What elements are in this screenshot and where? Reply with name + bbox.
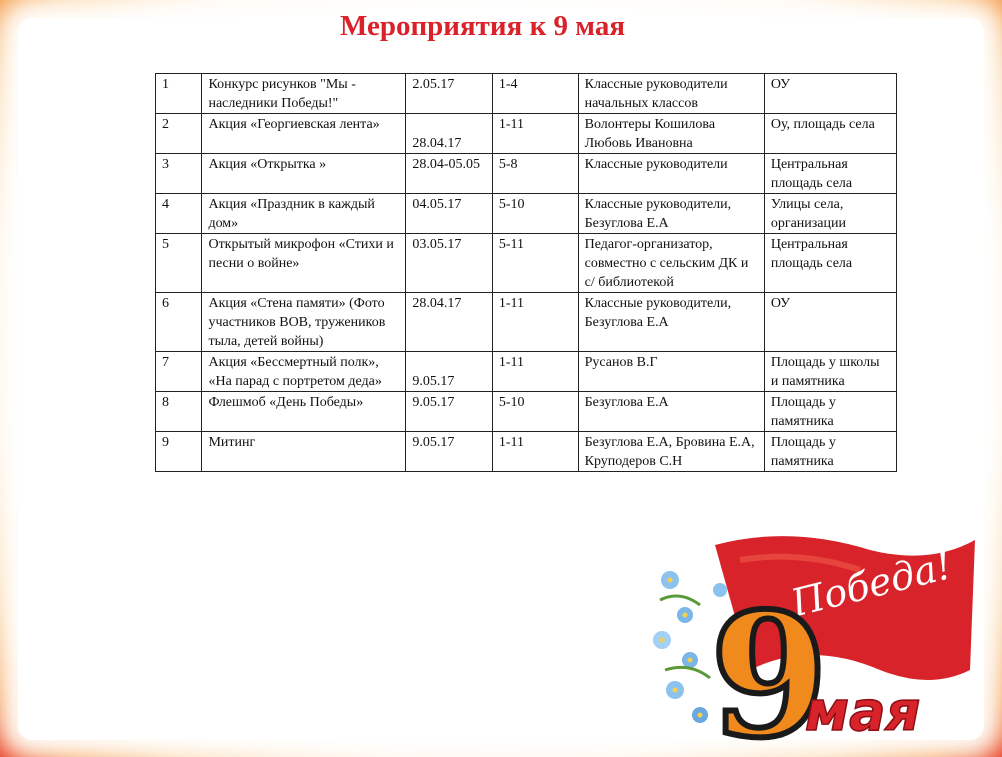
place-cell: ОУ [764,74,896,114]
event-name-cell: Флешмоб «День Победы» [202,392,406,432]
grades-cell: 5-10 [492,194,578,234]
row-number-cell: 2 [156,114,202,154]
table-row [156,194,897,234]
grades-cell: 1-4 [492,74,578,114]
row-number-cell: 6 [156,293,202,352]
page-title: Мероприятия к 9 мая [339,10,626,42]
table-row [156,114,897,154]
place-cell: Площадь у памятника [764,392,896,432]
events-table [155,73,897,472]
row-number-cell: 5 [156,234,202,293]
place-cell: ОУ [764,293,896,352]
grades-cell: 5-8 [492,154,578,194]
responsible-cell: Безуглова Е.А [578,392,764,432]
grades-cell: 1-11 [492,114,578,154]
responsible-cell: Классные руководители [578,154,764,194]
event-date-cell: 2.05.17 [406,74,493,114]
grades-cell: 5-10 [492,392,578,432]
responsible-cell: Безуглова Е.А, Бровина Е.А, Круподеров С.Н [578,432,764,472]
row-number-cell: 9 [156,432,202,472]
event-date-cell: 9.05.17 [406,352,493,392]
victory-day-illustration [640,520,980,750]
place-cell: Центральная площадь села [764,234,896,293]
big-number-nine: 9 [710,576,829,750]
event-name-cell: Акция «Бессмертный полк», «На парад с портретом деда» [202,352,406,392]
event-date-cell: 28.04.17 [406,114,493,154]
row-number-cell: 1 [156,74,202,114]
grades-cell: 1-11 [492,293,578,352]
event-name-cell: Акция «Открытка » [202,154,406,194]
event-name-cell: Открытый микрофон «Стихи и песни о войне» [202,234,406,293]
event-date-cell: 28.04.17 [406,293,493,352]
table-row [156,74,897,114]
event-date-cell: 04.05.17 [406,194,493,234]
event-name-cell: Митинг [202,432,406,472]
grades-cell: 1-11 [492,432,578,472]
responsible-cell: Классные руководители, Безуглова Е.А [578,194,764,234]
responsible-cell: Русанов В.Г [578,352,764,392]
table-row [156,392,897,432]
responsible-cell: Классные руководители, Безуглова Е.А [578,293,764,352]
table-row [156,234,897,293]
event-date-cell: 9.05.17 [406,432,493,472]
event-name-cell: Конкурс рисунков "Мы - наследники Победы!" [202,74,406,114]
row-number-cell: 4 [156,194,202,234]
table-row [156,352,897,392]
place-cell: Площадь у памятника [764,432,896,472]
place-cell: Оу, площадь села [764,114,896,154]
event-name-cell: Акция «Стена памяти» (Фото участников ВОВ, тружеников тыла, детей войны) [202,293,406,352]
event-name-cell: Акция «Георгиевская лента» [202,114,406,154]
place-cell: Площадь у школы и памятника [764,352,896,392]
event-date-cell: 28.04-05.05 [406,154,493,194]
row-number-cell: 7 [156,352,202,392]
month-text: мая [805,680,921,743]
row-number-cell: 3 [156,154,202,194]
place-cell: Центральная площадь села [764,154,896,194]
event-name-cell: Акция «Праздник в каждый дом» [202,194,406,234]
place-cell: Улицы села, организации [764,194,896,234]
table-row [156,432,897,472]
grades-cell: 1-11 [492,352,578,392]
row-number-cell: 8 [156,392,202,432]
grades-cell: 5-11 [492,234,578,293]
responsible-cell: Волонтеры Кошилова Любовь Ивановна [578,114,764,154]
table-row [156,154,897,194]
table-row [156,293,897,352]
events-table-body [156,74,897,472]
flag-text: Победа! [786,543,957,626]
event-date-cell: 03.05.17 [406,234,493,293]
responsible-cell: Педагог-организатор, совместно с сельским ДК и с/ библиотекой [578,234,764,293]
responsible-cell: Классные руководители начальных классов [578,74,764,114]
event-date-cell: 9.05.17 [406,392,493,432]
